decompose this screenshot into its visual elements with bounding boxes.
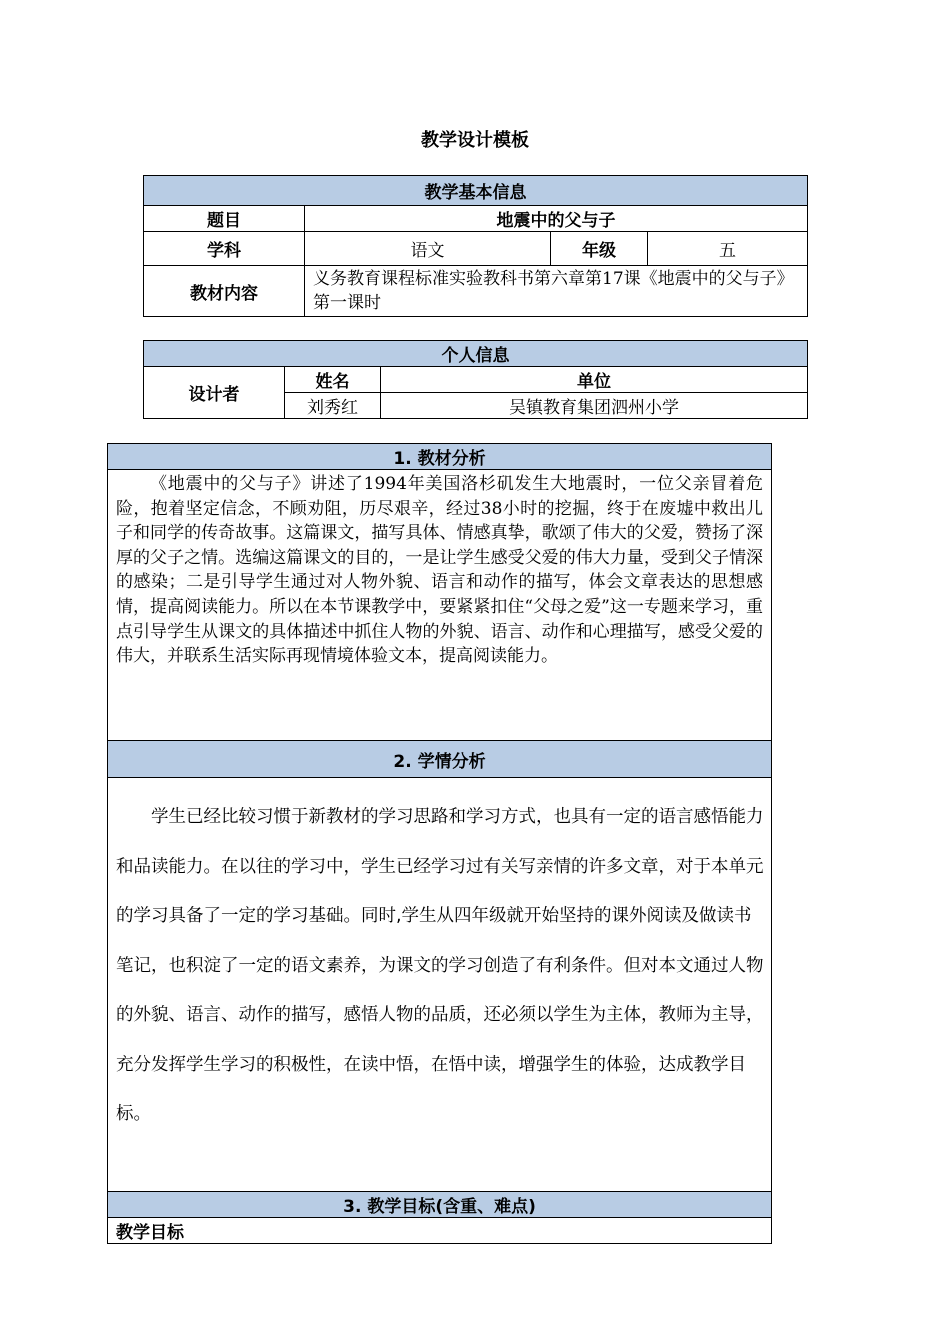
document-title: 教学设计模板	[421, 130, 529, 151]
section-2-text: 学生已经比较习惯于新教材的学习思路和学习方式，也具有一定的语言感悟能力和品读能力。在以往的学习中，学生已经学习过有关写亲情的许多文章，对于本单元的学习具备了一定的学习基础。同时,学生从四年级就开始坚持的课外阅读及做读书笔记，也积淀了一定的语文素养，为课文的学习创造了有利条件。但对本文通过人物的外貌、语言、动作的描写，感悟人物的品质，还必须以学生为主体，教师为主导，充分发挥学生学习的积极性，在读中悟，在悟中读，增强学生的体验，达成教学目标。	[108, 778, 772, 1192]
section-3-header: 3. 教学目标(含重、难点)	[108, 1192, 772, 1218]
unit-value: 吴镇教育集团泗州小学	[381, 393, 808, 419]
grade-value: 五	[648, 232, 808, 266]
subject-value: 语文	[305, 232, 551, 266]
topic-label: 题目	[144, 206, 305, 232]
designer-label: 设计者	[144, 367, 285, 419]
grade-label: 年级	[551, 232, 648, 266]
name-label: 姓名	[285, 367, 381, 393]
basic-info-table	[143, 175, 808, 317]
section-1-text: 《地震中的父与子》讲述了1994年美国洛杉矶发生大地震时，一位父亲冒着危险，抱着坚定信念，不顾劝阻，历尽艰辛，经过38小时的挖掘，终于在废墟中救出儿子和同学的传奇故事。这篇课文，描写具体、情感真挚，歌颂了伟大的父爱，赞扬了深厚的父子之情。选编这篇课文的目的，一是让学生感受父爱的伟大力量，受到父子情深的感染；二是引导学生通过对人物外貌、语言和动作的描写，体会文章表达的思想感情，提高阅读能力。所以在本节课教学中，要紧紧扣住“父母之爱”这一专题来学习，重点引导学生从课文的具体描述中抓住人物的外貌、语言、动作和心理描写，感受父爱的伟大，并联系生活实际再现情境体验文本，提高阅读能力。	[108, 470, 772, 741]
section-2-header: 2. 学情分析	[108, 741, 772, 778]
personal-info-header: 个人信息	[144, 341, 808, 367]
personal-info-table	[143, 340, 808, 419]
basic-info-header: 教学基本信息	[144, 176, 808, 206]
topic-value: 地震中的父与子	[305, 206, 808, 232]
teaching-goal-label: 教学目标	[108, 1218, 772, 1244]
material-label: 教材内容	[144, 266, 305, 317]
subject-label: 学科	[144, 232, 305, 266]
name-value: 刘秀红	[285, 393, 381, 419]
analysis-table	[107, 443, 772, 1244]
section-1-header: 1. 教材分析	[108, 444, 772, 470]
material-value: 义务教育课程标准实验教科书第六章第17课《地震中的父与子》第一课时	[305, 266, 808, 317]
unit-label: 单位	[381, 367, 808, 393]
